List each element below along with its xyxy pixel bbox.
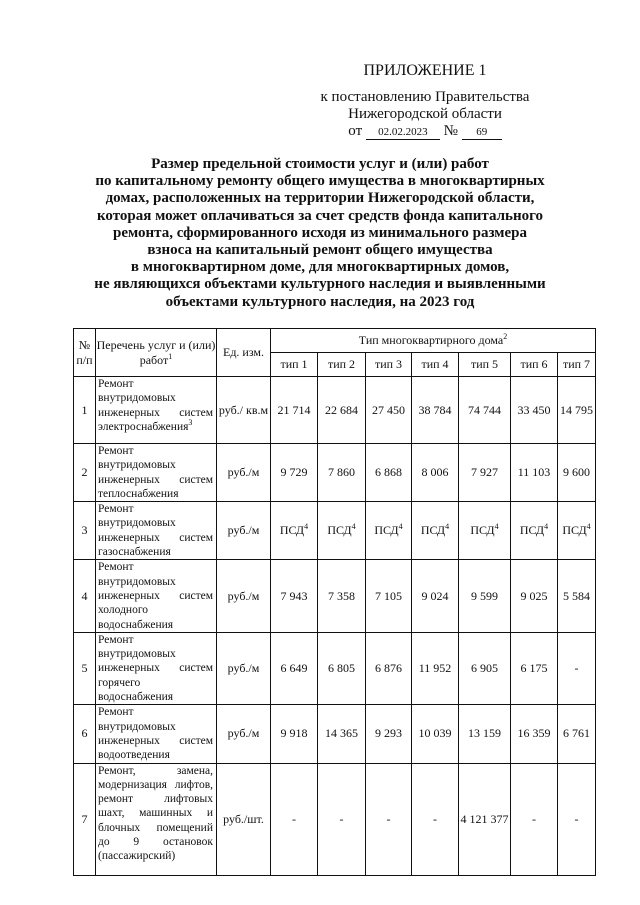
- title-line: Размер предельной стоимости услуг и (или) работ: [151, 156, 489, 172]
- unit-cell: руб./шт.: [217, 763, 271, 875]
- value-cell: ПСД$^4$: [511, 502, 558, 560]
- value-cell: -: [558, 763, 596, 875]
- value-cell: ПСД$^4$: [412, 502, 459, 560]
- unit-cell: руб./ кв.м: [217, 377, 271, 444]
- title-line: которая может оплачиваться за счет средств фонда капитального: [96, 207, 544, 224]
- value-cell: 6 761: [558, 705, 596, 763]
- value-cell: 13 159: [459, 705, 511, 763]
- value-cell: 7 860: [318, 444, 366, 502]
- value-cell: 6 805: [318, 632, 366, 704]
- row-number: 5: [74, 632, 96, 704]
- value-cell: 6 876: [366, 632, 412, 704]
- unit-cell: руб./м: [217, 502, 271, 560]
- service-name: Ремонт внутридомовых инженерных систем электроснабжения$^3$: [96, 377, 217, 444]
- value-cell: 7 105: [366, 560, 412, 632]
- unit-cell: руб./м: [217, 705, 271, 763]
- value-cell: 6 649: [271, 632, 318, 704]
- title-line: не являющихся объектами культурного наследия и выявленными: [94, 276, 546, 293]
- number-label: №: [443, 123, 458, 139]
- row-number: 3: [74, 502, 96, 560]
- title-line: по капитальному ремонту общего имущества в многоквартирных: [95, 173, 545, 190]
- col-header-num: № п/п: [74, 329, 96, 377]
- value-cell: 4 121 377: [459, 763, 511, 875]
- col-header-type: тип 1: [271, 353, 318, 377]
- value-cell: 7 927: [459, 444, 511, 502]
- title-line: в многоквартирном доме, для многоквартирных домов,: [130, 259, 510, 276]
- col-header-type: тип 4: [412, 353, 459, 377]
- value-cell: 9 025: [511, 560, 558, 632]
- col-header-type: тип 3: [366, 353, 412, 377]
- value-cell: 7 358: [318, 560, 366, 632]
- value-cell: 5 584: [558, 560, 596, 632]
- decree-number: 69: [462, 126, 502, 140]
- table-row: [74, 632, 596, 704]
- col-header-type: тип 5: [459, 353, 511, 377]
- value-cell: 27 450: [366, 377, 412, 444]
- value-cell: 14 365: [318, 705, 366, 763]
- value-cell: -: [412, 763, 459, 875]
- col-header-service: Перечень услуг и (или) работ$^1$: [96, 329, 217, 377]
- value-cell: ПСД$^4$: [459, 502, 511, 560]
- value-cell: -: [318, 763, 366, 875]
- value-cell: ПСД$^4$: [366, 502, 412, 560]
- table-row: [74, 444, 596, 502]
- value-cell: 11 103: [511, 444, 558, 502]
- value-cell: -: [511, 763, 558, 875]
- service-name: Ремонт внутридомовых инженерных систем теплоснабжения: [96, 444, 217, 502]
- service-name: Ремонт внутридомовых инженерных систем горячего водоснабжения: [96, 632, 217, 704]
- value-cell: -: [271, 763, 318, 875]
- value-cell: 9 599: [459, 560, 511, 632]
- value-cell: 7 943: [271, 560, 318, 632]
- table-row: [74, 705, 596, 763]
- col-header-unit: Ед. изм.: [217, 329, 271, 377]
- from-label: от: [348, 123, 363, 139]
- value-cell: 14 795: [558, 377, 596, 444]
- appendix-title: ПРИЛОЖЕНИЕ 1: [363, 62, 487, 79]
- value-cell: 33 450: [511, 377, 558, 444]
- row-number: 6: [74, 705, 96, 763]
- value-cell: ПСД$^4$: [271, 502, 318, 560]
- row-number: 2: [74, 444, 96, 502]
- row-number: 7: [74, 763, 96, 875]
- unit-cell: руб./м: [217, 632, 271, 704]
- value-cell: 6 175: [511, 632, 558, 704]
- value-cell: 9 729: [271, 444, 318, 502]
- title-line: объектами культурного наследия, на 2023 год: [165, 293, 475, 310]
- value-cell: 9 293: [366, 705, 412, 763]
- value-cell: ПСД$^4$: [558, 502, 596, 560]
- title-line: домах, расположенных на территории Нижегородской области,: [105, 190, 535, 207]
- title-line: взноса на капитальный ремонт общего имущества: [147, 242, 493, 259]
- row-number: 4: [74, 560, 96, 632]
- value-cell: 9 024: [412, 560, 459, 632]
- value-cell: 10 039: [412, 705, 459, 763]
- value-cell: 21 714: [271, 377, 318, 444]
- col-header-type: тип 2: [318, 353, 366, 377]
- date-number-line: [300, 122, 550, 140]
- table-row: [74, 502, 596, 560]
- value-cell: -: [558, 632, 596, 704]
- value-cell: 16 359: [511, 705, 558, 763]
- value-cell: 9 600: [558, 444, 596, 502]
- service-name: Ремонт внутридомовых инженерных систем холодного водоснабжения: [96, 560, 217, 632]
- value-cell: 74 744: [459, 377, 511, 444]
- row-number: 1: [74, 377, 96, 444]
- value-cell: ПСД$^4$: [318, 502, 366, 560]
- decree-line: к постановлению Правительства: [320, 89, 530, 105]
- cost-table: [73, 328, 596, 876]
- region-line: Нижегородской области: [348, 106, 502, 122]
- value-cell: 22 684: [318, 377, 366, 444]
- table-row: [74, 763, 596, 875]
- value-cell: -: [366, 763, 412, 875]
- decree-date: 02.02.2023: [366, 126, 440, 140]
- col-header-type-group: Тип многоквартирного дома$^2$: [271, 329, 596, 353]
- table-row: [74, 560, 596, 632]
- value-cell: 9 918: [271, 705, 318, 763]
- value-cell: 11 952: [412, 632, 459, 704]
- document-title: [60, 156, 580, 311]
- value-cell: 6 868: [366, 444, 412, 502]
- value-cell: 38 784: [412, 377, 459, 444]
- service-name: Ремонт внутридомовых инженерных систем газоснабжения: [96, 502, 217, 560]
- title-line: ремонта, сформированного исходя из минимального размера: [113, 224, 527, 241]
- value-cell: 6 905: [459, 632, 511, 704]
- service-name: Ремонт внутридомовых инженерных систем водоотведения: [96, 705, 217, 763]
- unit-cell: руб./м: [217, 444, 271, 502]
- value-cell: 8 006: [412, 444, 459, 502]
- col-header-type: тип 7: [558, 353, 596, 377]
- service-name: Ремонт, замена, модернизация лифтов, ремонт лифтовых шахт, машинных и блочных помещений до 9 остановок (пассажирский): [96, 763, 217, 875]
- unit-cell: руб./м: [217, 560, 271, 632]
- col-header-type: тип 6: [511, 353, 558, 377]
- table-row: [74, 377, 596, 444]
